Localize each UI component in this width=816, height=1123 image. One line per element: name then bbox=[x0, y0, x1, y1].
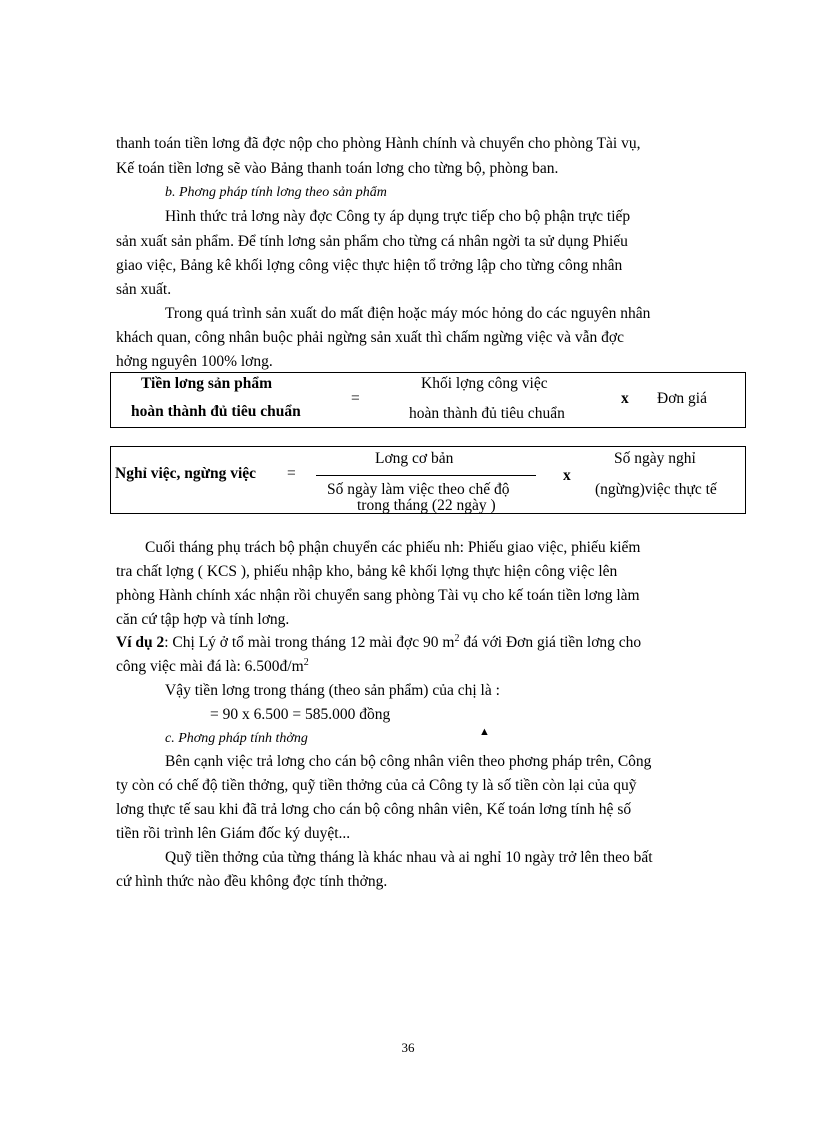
example-calculation: = 90 x 6.500 = 585.000 đồng bbox=[210, 706, 391, 723]
example-line2: công việc mài đá là: $6.500đ/m^2$ bbox=[116, 656, 309, 675]
heading-b: b. Phơng pháp tính lơng theo sản phẩm bbox=[165, 185, 387, 200]
para4-line4: căn cứ tập hợp và tính lơng. bbox=[116, 611, 290, 628]
formula2-right-bottom: (ngừng)việc thực tế bbox=[595, 481, 717, 498]
formula1-denominator: hoàn thành đủ tiêu chuẩn bbox=[409, 405, 565, 422]
para1-line2: Kế toán tiền lơng sẽ vào Bảng thanh toán lơng cho từng bộ, phòng ban. bbox=[116, 160, 559, 177]
formula2-denominator-1: Số ngày làm việc theo chế độ bbox=[327, 481, 510, 498]
para2-line1: Hình thức trả lơng này đợc Công ty áp dụng trực tiếp cho bộ phận trực tiếp bbox=[165, 208, 631, 225]
para2-line4: sản xuất. bbox=[116, 281, 172, 298]
para5-line2: ty còn có chế độ tiền thởng, quỹ tiền thởng của cả Công ty là số tiền còn lại của quỹ bbox=[116, 777, 637, 794]
para4-line2: tra chất lợng ( KCS ), phiếu nhập kho, bảng kê khối lợng thực hiện công việc lên bbox=[116, 563, 618, 580]
formula1-box bbox=[110, 372, 746, 428]
formula2-fraction-bar bbox=[316, 475, 536, 476]
para2-line2: sản xuất sản phẩm. Để tính lơng sản phẩm cho từng cá nhân ngời ta sử dụng Phiếu bbox=[116, 233, 628, 250]
formula1-numerator: Khối lợng công việc bbox=[421, 375, 548, 392]
para5-line4: tiền rồi trình lên Giám đốc ký duyệt... bbox=[116, 825, 351, 842]
page-number: 36 bbox=[401, 1040, 415, 1055]
example-label: Ví dụ 2 bbox=[116, 634, 165, 651]
formula2-box bbox=[110, 446, 746, 514]
heading-c: c. Phơng pháp tính thởng bbox=[165, 731, 308, 746]
formula2-denominator-2: trong tháng (22 ngày ) bbox=[357, 497, 496, 514]
formula1-left-top: Tiền lơng sản phẩm bbox=[141, 375, 273, 392]
formula1-unit-price: Đơn giá bbox=[657, 390, 707, 407]
formula2-times: x bbox=[563, 467, 571, 484]
formula1-times: x bbox=[621, 390, 629, 407]
para1-line1: thanh toán tiền lơng đã đợc nộp cho phòng Hành chính và chuyển cho phòng Tài vụ, bbox=[116, 135, 641, 152]
triangle-marker-icon: ▲ bbox=[479, 726, 490, 738]
para4-line1: Cuối tháng phụ trách bộ phận chuyển các phiếu nh: Phiếu giao việc, phiếu kiểm bbox=[145, 539, 641, 556]
para5-line3: lơng thực tế sau khi đã trả lơng cho cán bộ công nhân viên, Kế toán lơng tính hệ số bbox=[116, 801, 632, 818]
para2-line3: giao việc, Bảng kê khối lợng công việc thực hiện tổ trởng lập cho từng công nhân bbox=[116, 257, 623, 274]
formula1-equals: = bbox=[351, 390, 360, 407]
para5-line1: Bên cạnh việc trả lơng cho cán bộ công nhân viên theo phơng pháp trên, Công bbox=[165, 753, 652, 770]
para3-line3: hởng nguyên 100% lơng. bbox=[116, 353, 273, 370]
para3-line1: Trong quá trình sản xuất do mất điện hoặc máy móc hỏng do các nguyên nhân bbox=[165, 305, 651, 322]
para4-line3: phòng Hành chính xác nhận rồi chuyển sang phòng Tài vụ cho kế toán tiền lơng làm bbox=[116, 587, 640, 604]
para6-line1: Quỹ tiền thởng của từng tháng là khác nhau và ai nghỉ 10 ngày trở lên theo bất bbox=[165, 849, 653, 866]
example-line1: Ví dụ 2: Chị Lý ở tổ mài trong tháng 12 mài đợc 90 $m^2$ đá với Đơn giá tiền lơng cho bbox=[116, 632, 642, 651]
example-line3: Vậy tiền lơng trong tháng (theo sản phẩm) của chị là : bbox=[165, 682, 500, 699]
para6-line2: cứ hình thức nào đều không đợc tính thởng. bbox=[116, 873, 388, 890]
para3-line2: khách quan, công nhân buộc phải ngừng sản xuất thì chấm ngừng việc và vẫn đợc bbox=[116, 329, 624, 346]
formula1-left-bottom: hoàn thành đủ tiêu chuẩn bbox=[131, 403, 301, 420]
formula2-numerator: Lơng cơ bản bbox=[375, 450, 454, 467]
formula2-equals: = bbox=[287, 465, 296, 482]
formula2-left: Nghỉ việc, ngừng việc bbox=[115, 465, 257, 482]
formula2-right-top: Số ngày nghỉ bbox=[614, 450, 696, 467]
